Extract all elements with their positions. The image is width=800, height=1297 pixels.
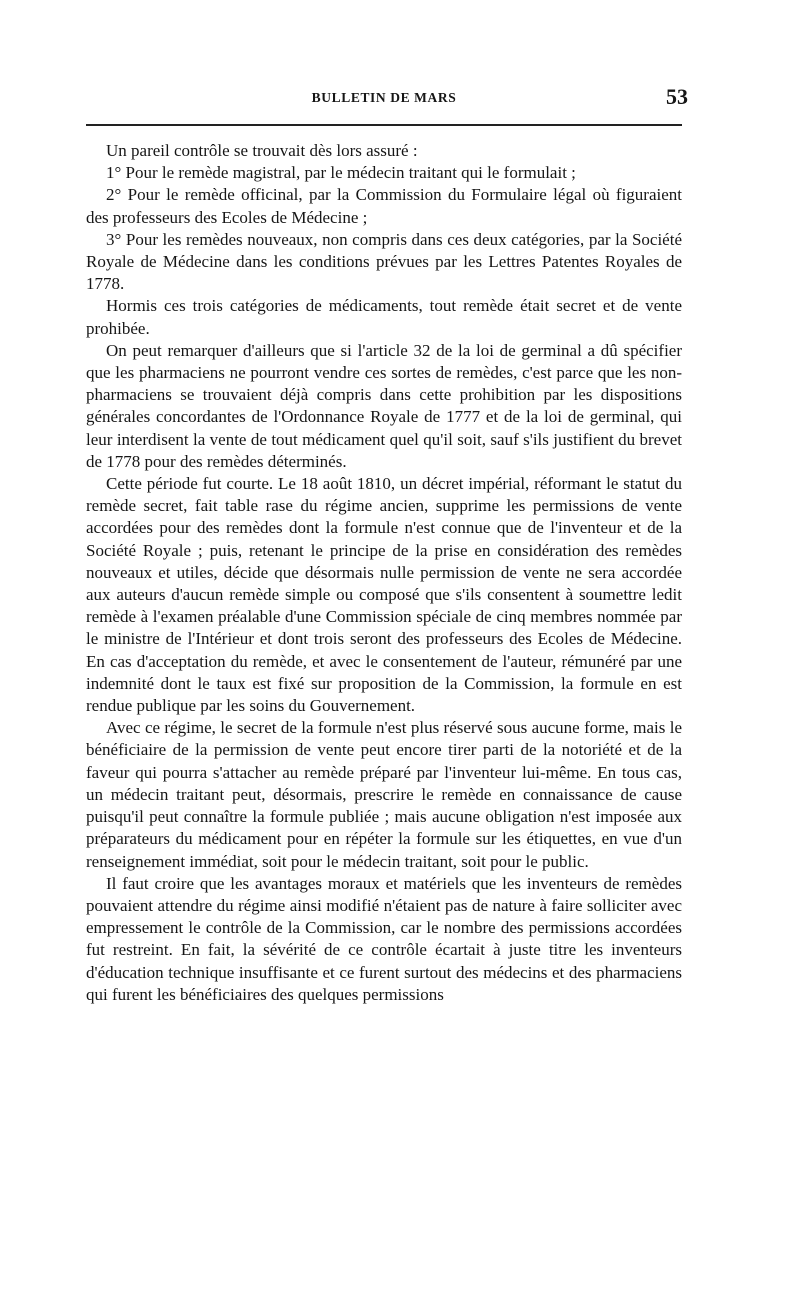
paragraph: On peut remarquer d'ailleurs que si l'article 32 de la loi de germinal a dû spécifier que les pharmaciens ne pourront vendre ces sortes de remèdes, c'est parce que les non-pharmaciens se trouvaient déjà compris dans cette prohibition par les dispositions générales concordantes de l'Ordonnance Royale de 1777 et de la loi de germinal, qui leur interdisent la vente de tout médicament quel qu'il soit, sauf s'ils justifient du brevet de 1778 pour des remèdes déterminés. (86, 340, 682, 471)
running-head (86, 84, 688, 114)
page-number: 53 (666, 84, 688, 109)
body-text (86, 140, 682, 1006)
document-page (86, 84, 688, 1006)
paragraph: Cette période fut courte. Le 18 août 1810, un décret impérial, réformant le statut du remède secret, fait table rase du régime ancien, supprime les permissions de vente accordées pour des remèdes dont la formule n'est connue que de l'inventeur et de la Société Royale ; puis, retenant le principe de la prise en considération des remèdes nouveaux et utiles, décide que désormais nulle permission de vente ne sera accordée aux auteurs d'aucun remède simple ou composé que s'ils consentent à soumettre ledit remède à l'examen préalable d'une Commission spéciale de cinq membres nommée par le ministre de l'Intérieur et dont trois seront des professeurs des Ecoles de Médecine. En cas d'acceptation du remède, et avec le consentement de l'auteur, rémunéré par une indemnité dont le taux est fixé sur proposition de la Commission, la formule en est rendue publique par les soins du Gouvernement. (86, 474, 682, 716)
paragraph: 2° Pour le remède officinal, par la Commission du Formulaire légal où figuraient des professeurs des Ecoles de Médecine ; (86, 185, 682, 227)
running-title: BULLETIN DE MARS (311, 90, 457, 105)
paragraph: 3° Pour les remèdes nouveaux, non compris dans ces deux catégories, par la Société Royale de Médecine dans les conditions prévues par les Lettres Patentes Royales de 1778. (86, 229, 682, 294)
paragraph: Hormis ces trois catégories de médicaments, tout remède était secret et de vente prohibée. (86, 296, 682, 338)
paragraph: Avec ce régime, le secret de la formule n'est plus réservé sous aucune forme, mais le bénéficiaire de la permission de vente peut encore tirer parti de la notoriété et de la faveur qui pourra s'attacher au remède préparé par l'inventeur lui-même. En tous cas, un médecin traitant peut, désormais, prescrire le remède en connaissance de cause puisqu'il peut connaître la formule publiée ; mais aucune obligation n'est imposée aux préparateurs du médicament pour en répéter la formule sur les étiquettes, en vue d'un renseignement immédiat, soit pour le médecin traitant, soit pour le public. (86, 718, 682, 871)
paragraph: Un pareil contrôle se trouvait dès lors assuré : (106, 141, 418, 160)
header-rule (86, 124, 682, 126)
paragraph: 1° Pour le remède magistral, par le médecin traitant qui le formulait ; (106, 163, 576, 183)
paragraph: Il faut croire que les avantages moraux et matériels que les inventeurs de remèdes pouvaient attendre du régime ainsi modifié n'étaient pas de nature à faire solliciter avec empressement le contrôle de la Commission, car le nombre des permissions accordées fut restreint. En fait, la sévérité de ce contrôle écartait à juste titre les inventeurs d'éducation technique insuffisante et ce furent surtout des médecins et des pharmaciens qui furent les bénéficiaires des quelques permissions (86, 873, 682, 1004)
